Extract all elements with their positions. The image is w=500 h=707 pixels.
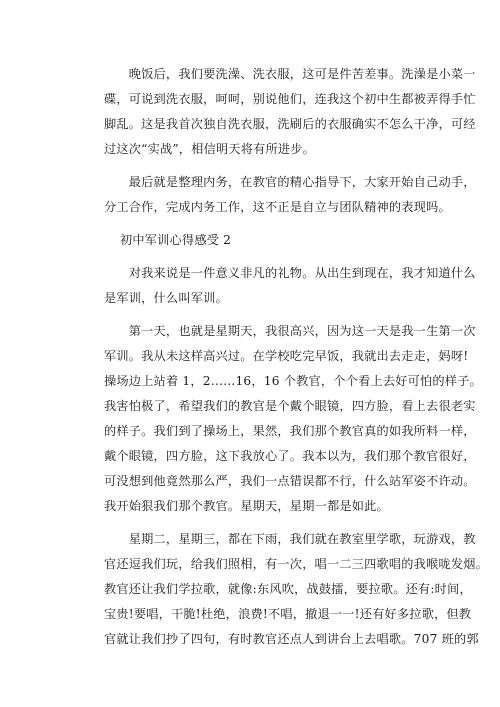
text-line: 是军训，什么叫军训。 [104,291,228,305]
paragraph-gap [104,519,428,527]
document-page [104,62,489,652]
text-line: 星期二，星期三，都在下雨，我们就在教室里学歌，玩游戏，教 [104,532,476,546]
text-line: 过这次“实战”，相信明天将有所进步。 [104,142,316,156]
paragraph-gap [104,220,428,228]
text-line: 的样子。我们到了操场上，果然，我们那个教官真的如我所料一样， [104,424,476,438]
text-line: 我害怕极了，希望我们的教官是个戴个眼镜，四方脸，看上去很老实 [104,399,476,413]
text-line: 官还逗我们玩，给我们照相，有一次，唱一二三四歌唱的我喉咙发烟。 [104,557,489,571]
text-line: 戴个眼镜，四方脸，这下我放心了。我本以为，我们那个教官很好， [104,449,476,463]
text-line: 对我来说是一件意义非凡的礼物。从出生到现在，我才知道什么 [104,266,476,280]
text-line: 宝贵!要唱，干脆!杜绝，浪费!不唱，撤退一一!还有好多拉歌，但教 [104,607,472,621]
text-line: 操场边上站着 1，2……16，16 个教官，个个看上去好可怕的样子。 [104,374,482,388]
text-line: 脚乱。这是我首次独自洗衣服，洗刷后的衣服确实不怎么干净，可经 [104,117,476,131]
paragraph-gap [104,253,428,261]
paragraph-2 [104,170,476,220]
paragraph-3 [104,261,476,311]
text-line: 可没想到他竟然那么严，我们一点错误都不行，什么站军姿不许动。 [104,474,476,488]
text-line: 军训。我从未这样高兴过。在学校吃完早饭，我就出去走走，妈呀! [104,349,469,363]
text-line: 分工合作，完成内务工作，这不正是自立与团队精神的表现吗。 [104,200,451,214]
paragraph-5 [104,527,489,652]
text-line: 第一天，也就是星期天，我很高兴，因为这一天是我一生第一次 [104,324,476,338]
paragraph-1 [104,62,476,162]
section-heading: 初中军训心得感受 2 [120,233,232,247]
text-line: 最后就是整理内务，在教官的精心指导下，大家开始自己动手， [104,175,476,189]
paragraph-gap [104,162,428,170]
text-line: 我开始狠我们那个教官。星期天，星期一都是如此。 [104,499,389,513]
paragraph-4 [104,319,482,519]
text-line: 教官还让我们学拉歌，就像:东风吹，战鼓擂，要拉歌。还有:时间， [104,582,472,596]
text-line: 官就让我们抄了四句，有时教官还点人到讲台上去唱歌。707 班的郭 [104,632,479,646]
text-line: 晚饭后，我们要洗澡、洗衣服，这可是件苦差事。洗澡是小菜一 [104,67,476,81]
text-line: 碟，可说到洗衣服，呵呵，别说他们，连我这个初中生都被弄得手忙 [104,92,476,106]
paragraph-gap [104,311,428,319]
